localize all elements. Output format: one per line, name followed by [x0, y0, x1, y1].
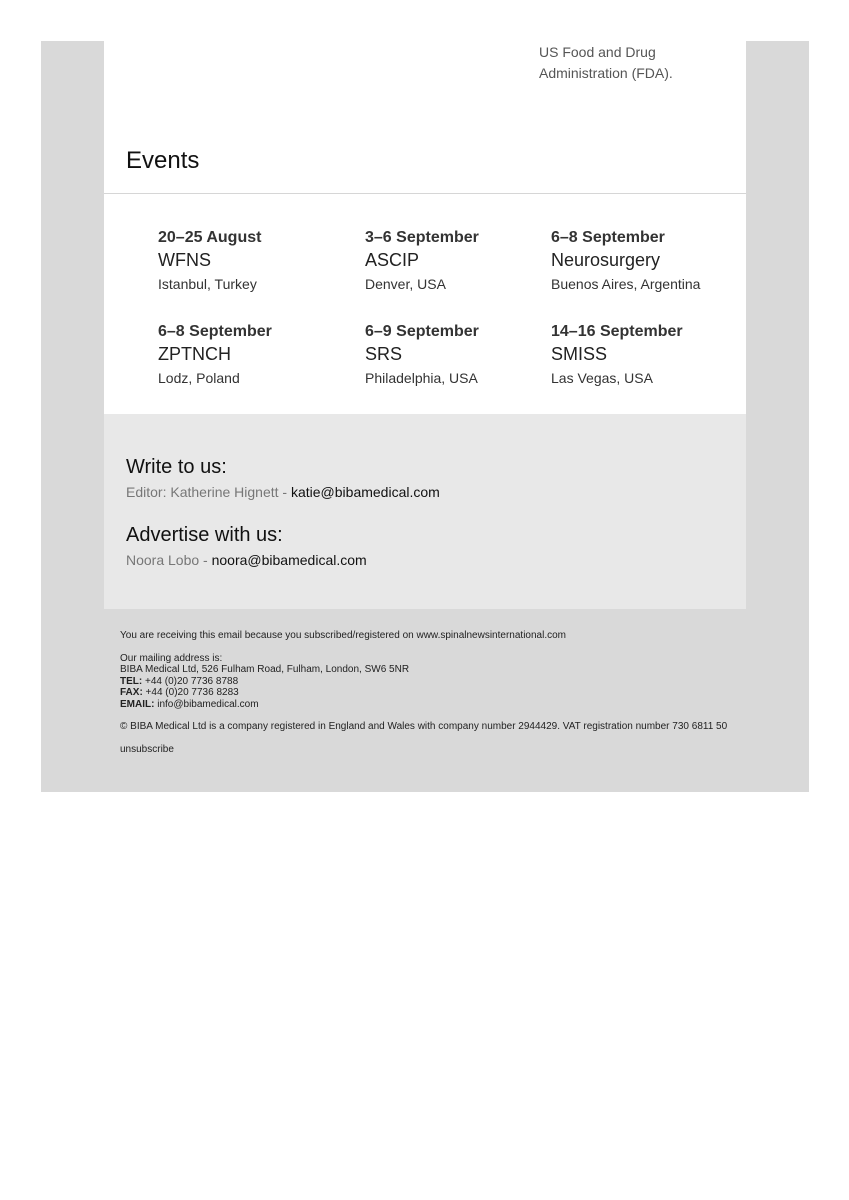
mailing-label: Our mailing address is:: [120, 652, 223, 664]
event-name: Neurosurgery: [551, 250, 661, 270]
event-item[interactable]: [158, 322, 272, 390]
tel-number: +44 (0)20 7736 8788: [142, 675, 239, 687]
write-to-us-heading: Write to us:: [126, 456, 227, 478]
event-place: Lodz, Poland: [158, 370, 240, 386]
editor-email-link[interactable]: katie@bibamedical.com: [290, 484, 440, 500]
event-name: WFNS: [158, 250, 211, 270]
event-date: 6–9 September: [365, 323, 479, 340]
event-item[interactable]: [365, 322, 479, 390]
intro-text-line: Administration (FDA).: [539, 65, 673, 81]
advertising-contact-name: Noora Lobo -: [126, 552, 212, 568]
intro-card: [104, 41, 746, 193]
event-date: 6–8 September: [158, 323, 272, 340]
advertise-heading: Advertise with us:: [126, 524, 283, 546]
contact-email: info@bibamedical.com: [154, 698, 259, 710]
event-name: ZPTNCH: [158, 344, 231, 364]
event-item[interactable]: [365, 228, 479, 296]
editor-line: [126, 480, 440, 504]
tel-label: TEL:: [120, 675, 143, 687]
email-footer: [120, 630, 740, 766]
intro-text: [539, 42, 729, 84]
email-background: [41, 41, 809, 792]
event-place: Buenos Aires, Argentina: [551, 276, 701, 292]
contact-section: [104, 414, 746, 609]
write-to-us-block: [126, 454, 440, 504]
event-date: 3–6 September: [365, 229, 479, 246]
subscription-notice: You are receiving this email because you subscribed/registered on www.spinalnewsinternational.com: [120, 630, 566, 641]
event-date: 14–16 September: [551, 323, 683, 340]
fax-label: FAX:: [120, 687, 143, 698]
intro-text-line: US Food and Drug: [539, 44, 656, 60]
editor-name: Editor: Katherine Hignett -: [126, 484, 291, 500]
events-grid: [104, 194, 746, 414]
copyright-notice: © BIBA Medical Ltd is a company registered in England and Wales with company number 2944429. VAT registration number 730 6811 50: [120, 721, 728, 732]
unsubscribe-link[interactable]: unsubscribe: [120, 743, 174, 755]
events-heading: Events: [126, 147, 200, 174]
mailing-address: [120, 653, 740, 711]
event-place: Istanbul, Turkey: [158, 276, 257, 292]
event-place: Las Vegas, USA: [551, 370, 653, 386]
event-name: ASCIP: [365, 250, 420, 270]
event-place: Philadelphia, USA: [365, 370, 478, 386]
postal-address: BIBA Medical Ltd, 526 Fulham Road, Fulham, London, SW6 5NR: [120, 664, 410, 675]
advertising-email-link[interactable]: noora@bibamedical.com: [211, 552, 367, 568]
event-item[interactable]: [551, 228, 700, 296]
event-name: SMISS: [551, 344, 608, 364]
event-place: Denver, USA: [365, 276, 446, 292]
email-label: EMAIL:: [120, 698, 155, 710]
event-date: 20–25 August: [158, 229, 262, 246]
event-name: SRS: [365, 344, 403, 364]
advertising-line: [126, 548, 367, 572]
fax-number: +44 (0)20 7736 8283: [142, 687, 239, 698]
advertise-block: [126, 522, 367, 572]
event-item[interactable]: [551, 322, 683, 390]
event-date: 6–8 September: [551, 229, 665, 246]
event-item[interactable]: [158, 228, 261, 296]
